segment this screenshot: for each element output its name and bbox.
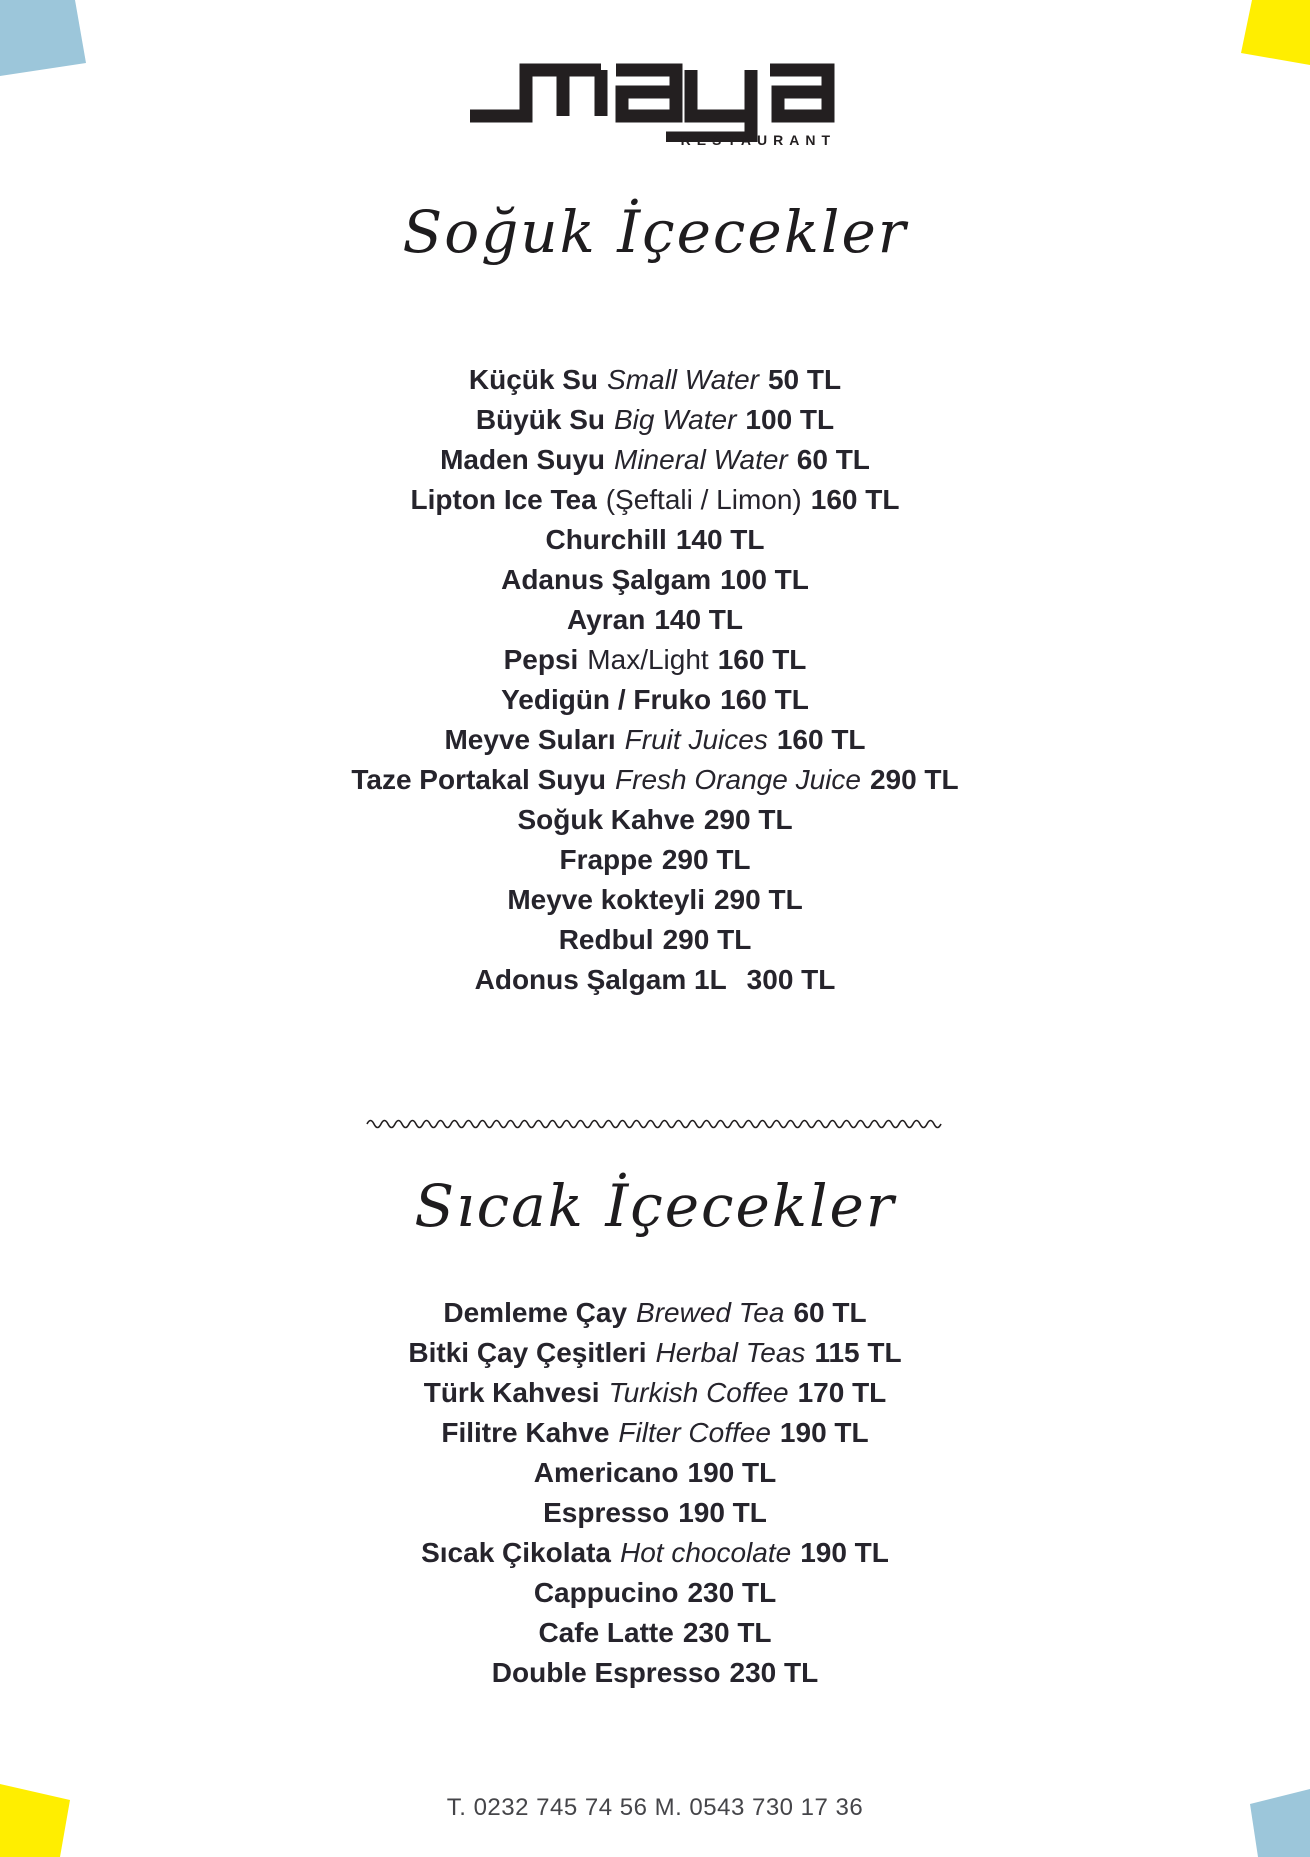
menu-item	[0, 600, 1310, 640]
menu-item	[0, 360, 1310, 400]
menu-item	[0, 1333, 1310, 1373]
item-name: Sıcak Çikolata	[421, 1537, 611, 1568]
section-title-hot-drinks: Sıcak İçecekler	[414, 1172, 896, 1240]
item-name: Taze Portakal Suyu	[351, 764, 607, 795]
item-price: 160 TL	[720, 684, 809, 715]
item-price: 190 TL	[678, 1497, 767, 1528]
item-price: 60 TL	[796, 444, 870, 475]
menu-item	[0, 720, 1310, 760]
menu-item	[0, 1453, 1310, 1493]
item-name: Meyve kokteyli	[507, 884, 705, 915]
item-price: 115 TL	[814, 1337, 902, 1368]
menu-item	[0, 1413, 1310, 1453]
item-price: 100 TL	[745, 404, 835, 435]
menu-item	[0, 1653, 1310, 1693]
item-description: Fruit Juices	[624, 724, 768, 755]
item-name: Cafe Latte	[538, 1617, 674, 1648]
item-name: Ayran	[566, 604, 646, 635]
restaurant-logo	[470, 62, 840, 157]
item-price: 140 TL	[675, 524, 765, 555]
item-name: Türk Kahvesi	[423, 1377, 600, 1408]
item-price: 190 TL	[779, 1417, 869, 1448]
menu-item	[0, 840, 1310, 880]
item-price: 290 TL	[661, 844, 751, 875]
wavy-line-icon	[366, 1116, 944, 1132]
menu-item	[0, 560, 1310, 600]
wavy-divider-path	[367, 1121, 941, 1128]
item-description: Fresh Orange Juice	[615, 764, 861, 795]
item-name: Pepsi	[503, 644, 579, 675]
item-name: Maden Suyu	[440, 444, 605, 475]
item-name: Soğuk Kahve	[517, 804, 695, 835]
item-price: 290 TL	[703, 804, 793, 835]
menu-item	[0, 1373, 1310, 1413]
item-price: 290 TL	[869, 764, 959, 795]
item-price: 190 TL	[800, 1537, 889, 1568]
item-name: Cappucino	[533, 1577, 679, 1608]
menu-item	[0, 400, 1310, 440]
item-name: Adanus Şalgam	[501, 564, 712, 595]
menu-item	[0, 680, 1310, 720]
item-price: 290 TL	[713, 884, 803, 915]
menu-item	[0, 880, 1310, 920]
cold-drinks-list	[0, 360, 1310, 1000]
item-name: Adonus Şalgam 1L	[474, 964, 727, 995]
item-price: 190 TL	[687, 1457, 777, 1488]
item-name: Büyük Su	[475, 404, 605, 435]
menu-item	[0, 800, 1310, 840]
item-name: Demleme Çay	[443, 1297, 628, 1328]
menu-item	[0, 520, 1310, 560]
item-description: Small Water	[607, 364, 759, 395]
corner-shape-top-left	[0, 0, 90, 80]
item-price: 230 TL	[729, 1657, 819, 1688]
item-price: 300 TL	[746, 964, 836, 995]
item-price: 140 TL	[654, 604, 744, 635]
item-name: Redbul	[558, 924, 654, 955]
menu-item	[0, 480, 1310, 520]
item-price: 50 TL	[767, 364, 842, 395]
item-price: 230 TL	[682, 1617, 772, 1648]
item-description: Hot chocolate	[619, 1537, 792, 1568]
item-price: 160 TL	[717, 644, 807, 675]
item-price: 160 TL	[810, 484, 900, 515]
menu-item	[0, 640, 1310, 680]
menu-item	[0, 1293, 1310, 1333]
menu-item	[0, 1613, 1310, 1653]
item-description: Mineral Water	[614, 444, 788, 475]
item-price: 230 TL	[687, 1577, 777, 1608]
hot-drinks-list	[0, 1293, 1310, 1693]
menu-item	[0, 760, 1310, 800]
item-name: Americano	[533, 1457, 679, 1488]
item-price: 170 TL	[797, 1377, 887, 1408]
contact-info: T. 0232 745 74 56 M. 0543 730 17 36	[446, 1794, 864, 1821]
item-name: Frappe	[559, 844, 653, 875]
maya-logo-icon	[470, 62, 840, 142]
item-price: 160 TL	[776, 724, 866, 755]
item-name: Meyve Suları	[444, 724, 616, 755]
item-name: Espresso	[543, 1497, 670, 1528]
item-price: 100 TL	[720, 564, 809, 595]
item-description: Filter Coffee	[618, 1417, 771, 1448]
menu-item	[0, 960, 1310, 1000]
item-name: Bitki Çay Çeşitleri	[408, 1337, 647, 1368]
menu-item	[0, 1493, 1310, 1533]
item-description: Max/Light	[587, 644, 709, 675]
item-price: 60 TL	[793, 1297, 867, 1328]
menu-item	[0, 920, 1310, 960]
item-description: Turkish Coffee	[608, 1377, 789, 1408]
item-description: Herbal Teas	[655, 1337, 806, 1368]
item-name: Yedigün / Fruko	[501, 684, 712, 715]
menu-item	[0, 440, 1310, 480]
item-description: Brewed Tea	[636, 1297, 785, 1328]
section-divider	[0, 1116, 1310, 1132]
menu-item	[0, 1533, 1310, 1573]
menu-item	[0, 1573, 1310, 1613]
logo-subtitle: RESTAURANT	[680, 132, 836, 148]
item-name: Küçük Su	[468, 364, 599, 395]
item-name: Churchill	[545, 524, 667, 555]
item-description: (Şeftali / Limon)	[605, 484, 802, 515]
item-name: Lipton Ice Tea	[410, 484, 597, 515]
item-name: Filitre Kahve	[441, 1417, 610, 1448]
item-name: Double Espresso	[491, 1657, 721, 1688]
corner-shape-top-right	[1240, 0, 1310, 66]
item-price: 290 TL	[662, 924, 752, 955]
item-description: Big Water	[614, 404, 737, 435]
section-title-cold-drinks: Soğuk İçecekler	[402, 198, 908, 266]
